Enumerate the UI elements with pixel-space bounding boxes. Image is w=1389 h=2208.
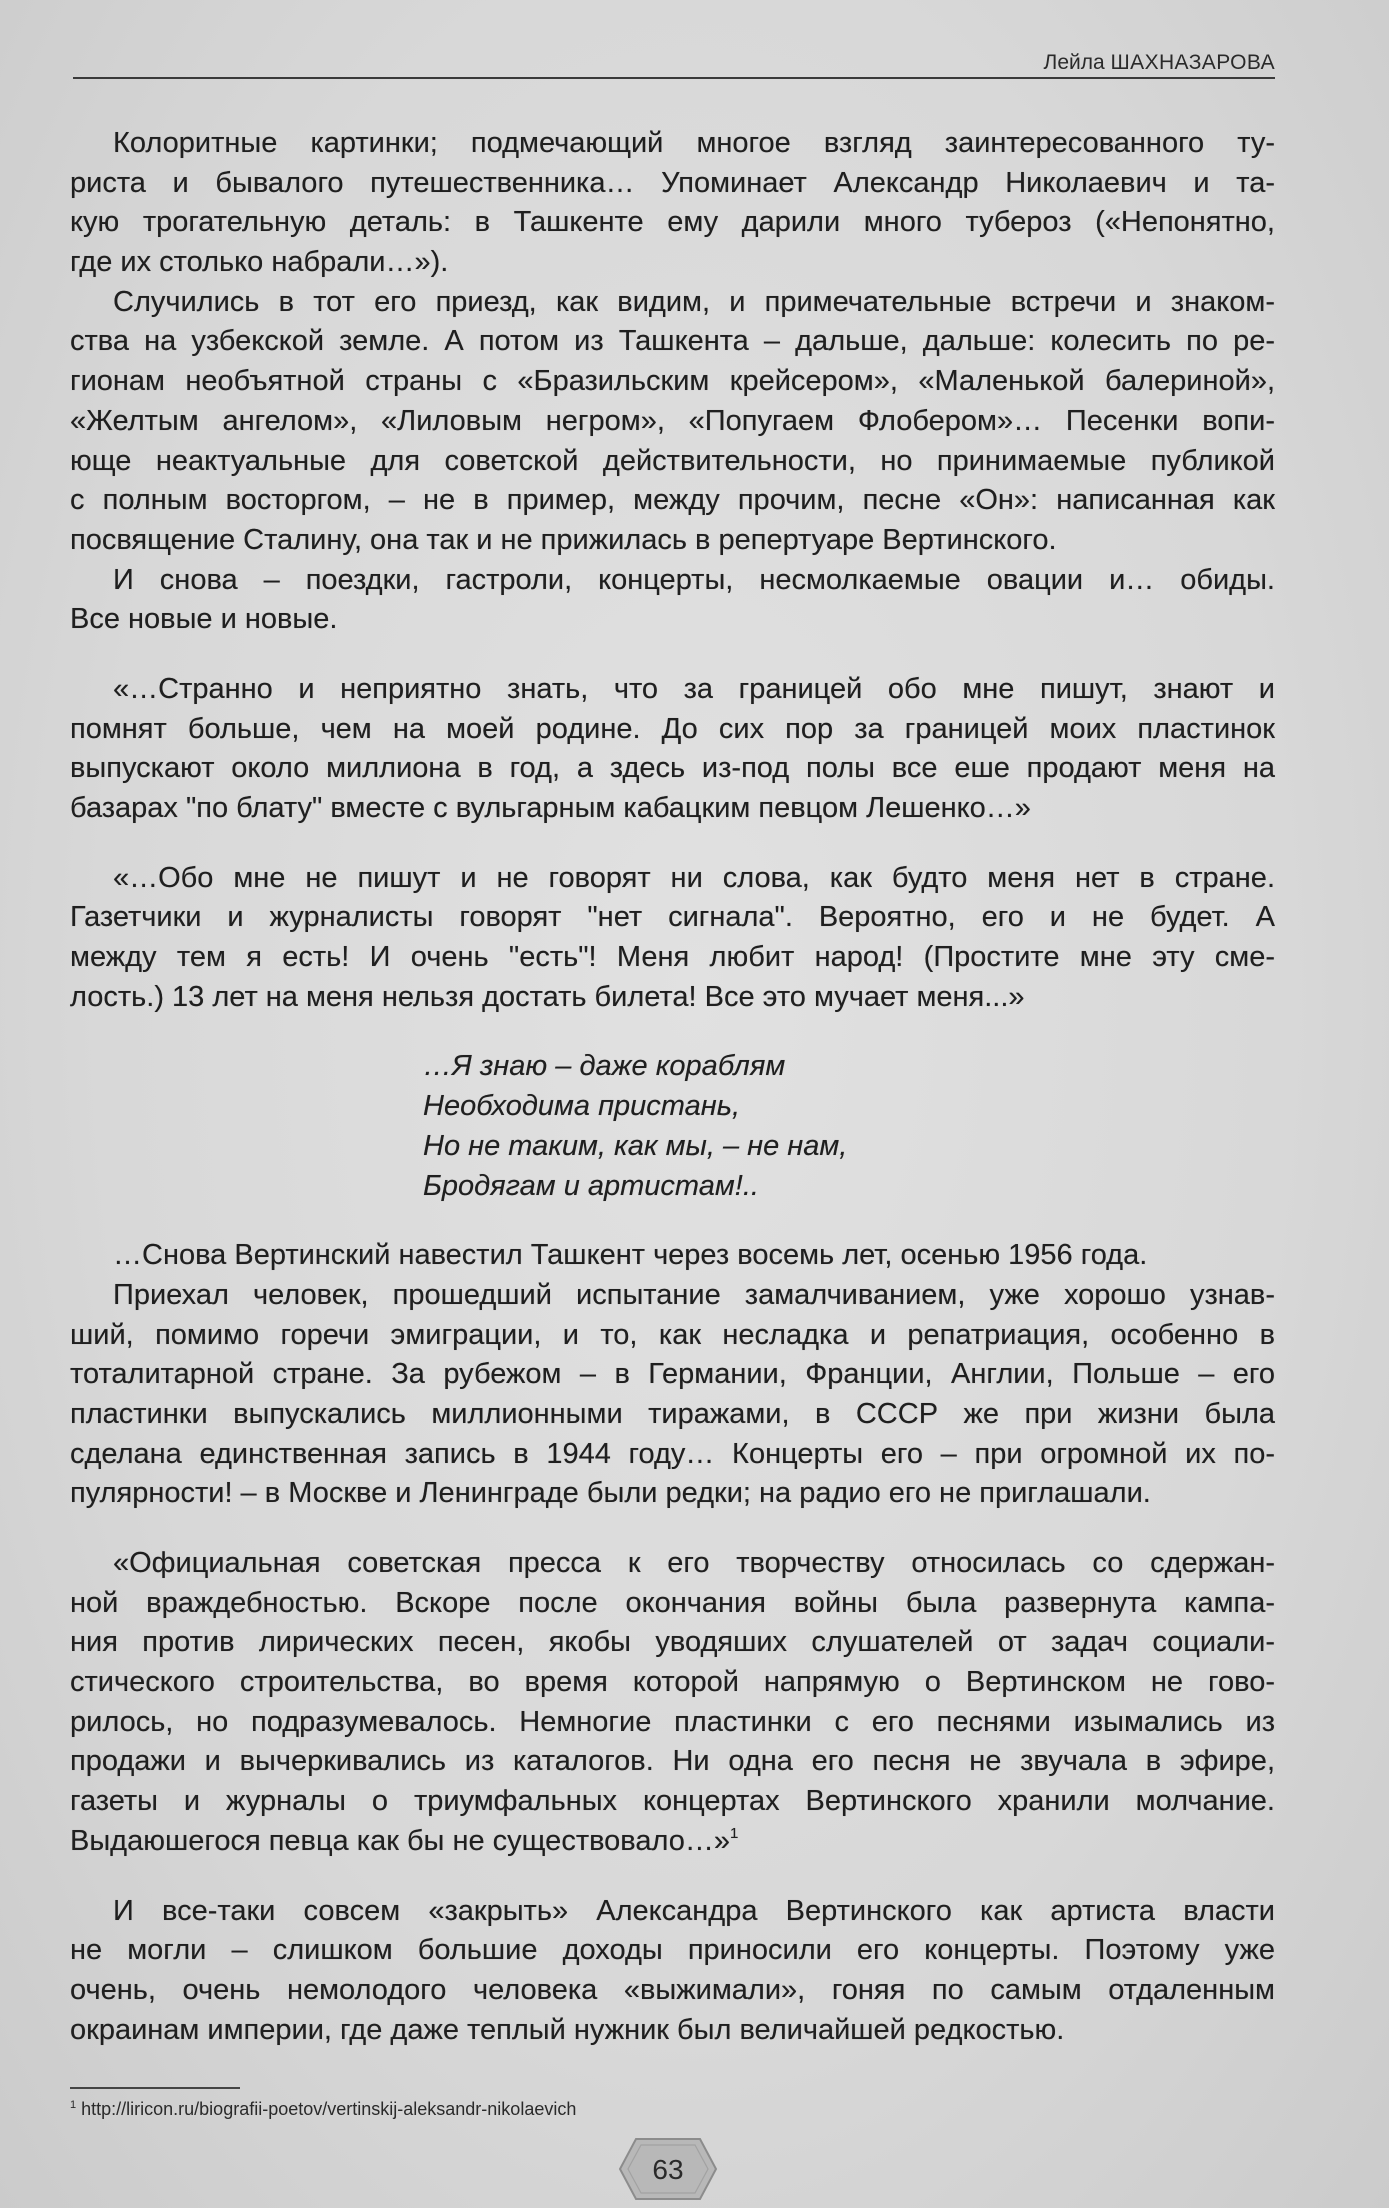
text-line: пулярности! – в Москве и Ленинграде были редки; на радио его не приглашали. bbox=[70, 1477, 1151, 1510]
text-line: посвящение Сталину, она так и не прижилась в репертуаре Вертинского. bbox=[70, 523, 1057, 556]
text-line: Приехал человек, прошедший испытание замалчиванием, уже хорошо узнав- bbox=[113, 1278, 1275, 1311]
footnote-marker: 1 bbox=[70, 2099, 77, 2111]
text-line: И снова – поездки, гастроли, концерты, несмолкаемые овации и… обиды. bbox=[113, 563, 1275, 596]
text-line: где их столько набрали…»). bbox=[70, 246, 449, 279]
paragraph bbox=[70, 1276, 1275, 1514]
quotation bbox=[70, 859, 1275, 1018]
text-line bbox=[70, 1822, 1275, 1862]
text-line: «Желтым ангелом», «Лиловым негром», «Попугаем Флобером»… Песенки вопи- bbox=[70, 404, 1275, 437]
text-line: помнят больше, чем на моей родине. До сих пор за границей моих пластинок bbox=[70, 712, 1275, 745]
text-line: ния против лирических песен, якобы уводяших слушателей от задач социали- bbox=[70, 1626, 1275, 1659]
text-line: Случились в тот его приезд, как видим, и примечательные встречи и знаком- bbox=[113, 285, 1275, 318]
text-line: ной враждебностью. Вскоре после окончания войны была развернута кампа- bbox=[70, 1586, 1275, 1619]
page-number-ornament bbox=[618, 2136, 718, 2202]
text-line: гионам необъятной страны с «Бразильским крейсером», «Маленькой балериной», bbox=[70, 365, 1275, 398]
header-rule bbox=[73, 77, 1275, 79]
paragraph bbox=[70, 561, 1275, 640]
poem-line: …Я знаю – даже кораблям bbox=[423, 1050, 786, 1083]
quotation bbox=[70, 670, 1275, 829]
text-line: Колоритные картинки; подмечающий многое взгляд заинтересованного ту- bbox=[113, 127, 1275, 159]
text-line: рилось, но подразумевалось. Немногие пластинки с его песнями изымались из bbox=[70, 1705, 1275, 1738]
text-line: «…Странно и неприятно знать, что за границей обо мне пишут, знают и bbox=[113, 672, 1275, 705]
body-text bbox=[70, 124, 1275, 2050]
text-line: Газетчики и журналисты говорят "нет сигнала". Вероятно, его и не будет. А bbox=[70, 901, 1275, 934]
text-line: Все новые и новые. bbox=[70, 603, 338, 636]
text-line: газеты и журналы о триумфальных концертах Вертинского хранили молчание. bbox=[70, 1785, 1275, 1818]
text-line: базарах "по блату" вместе с вульгарным кабацким певцом Лешенко…» bbox=[70, 792, 1031, 824]
text-line: продажи и вычеркивались из каталогов. Ни одна его песня не звучала в эфире, bbox=[70, 1745, 1275, 1778]
paragraph bbox=[70, 124, 1275, 283]
text-line: выпускают около миллиона в год, а здесь из-под полы все еше продают меня на bbox=[70, 752, 1275, 785]
text-line: окраинам империи, где даже теплый нужник был величайшей редкостью. bbox=[70, 2013, 1065, 2046]
text-line: пластинки выпускались миллионными тиражами, в СССР же при жизни была bbox=[70, 1397, 1275, 1430]
poem-line: Необходима пристань, bbox=[423, 1090, 741, 1123]
poem-line: Бродягам и артистам!.. bbox=[423, 1169, 759, 1202]
text-line: ства на узбекской земле. А потом из Ташкента – дальше, дальше: колесить по ре- bbox=[70, 325, 1275, 358]
text-line: не могли – слишком большие доходы приносили его концерты. Поэтому уже bbox=[70, 1934, 1275, 1967]
running-header-last-name: ШАХНАЗАРОВА bbox=[1110, 51, 1275, 74]
quotation bbox=[70, 1544, 1275, 1862]
text-line: «…Обо мне не пишут и не говорят ни слова, как будто меня нет в стране. bbox=[113, 861, 1275, 894]
text-line: И все-таки совсем «закрыть» Александра Вертинского как артиста власти bbox=[113, 1894, 1275, 1927]
text-line: между тем я есть! И очень "есть"! Меня любит народ! (Простите мне эту сме- bbox=[70, 941, 1275, 974]
text-line: стического строительства, во время которой напрямую о Вертинском не гово- bbox=[70, 1666, 1275, 1699]
poem-line: Но не таким, как мы, – не нам, bbox=[423, 1129, 848, 1162]
running-header bbox=[1044, 52, 1275, 74]
footnote bbox=[70, 2098, 576, 2120]
text-line: с полным восторгом, – не в пример, между прочим, песне «Он»: написанная как bbox=[70, 484, 1275, 517]
text-line-content: Выдаюшегося певца как бы не существовало…» bbox=[70, 1824, 731, 1857]
text-line: сделана единственная запись в 1944 году… Концерты его – при огромной их по- bbox=[70, 1437, 1275, 1470]
text-line: кую трогательную деталь: в Ташкенте ему дарили много тубероз («Непонятно, bbox=[70, 206, 1275, 239]
text-line: ший, помимо горечи эмиграции, и то, как несладка и репатриация, особенно в bbox=[70, 1318, 1275, 1351]
text-line: …Снова Вертинский навестил Ташкент через восемь лет, осенью 1956 года. bbox=[113, 1239, 1148, 1272]
footnote-reference: 1 bbox=[730, 1824, 739, 1842]
page-number: 63 bbox=[652, 2154, 684, 2185]
footnote-rule bbox=[70, 2087, 240, 2089]
text-line: очень, очень немолодого человека «выжимали», гоняя по самым отдаленным bbox=[70, 1973, 1275, 2006]
poem-excerpt bbox=[70, 1047, 1275, 1206]
text-line: тоталитарной стране. За рубежом – в Германии, Франции, Англии, Польше – его bbox=[70, 1358, 1275, 1391]
text-line: лость.) 13 лет на меня нельзя достать билета! Все это мучает меня...» bbox=[70, 980, 1025, 1013]
text-line: риста и бывалого путешественника… Упоминает Александр Николаевич и та- bbox=[70, 166, 1275, 199]
text-line: «Официальная советская пресса к его творчеству относилась со сдержан- bbox=[113, 1547, 1275, 1579]
footnote-url: http://liricon.ru/biografii-poetov/vertinskij-aleksandr-nikolaevich bbox=[81, 2099, 577, 2119]
paragraph bbox=[70, 1892, 1275, 2051]
running-header-first-name: Лейла bbox=[1043, 51, 1105, 74]
paragraph bbox=[70, 1236, 1275, 1276]
paragraph bbox=[70, 283, 1275, 561]
text-line: юще неактуальные для советской действительности, но принимаемые публикой bbox=[70, 444, 1275, 477]
